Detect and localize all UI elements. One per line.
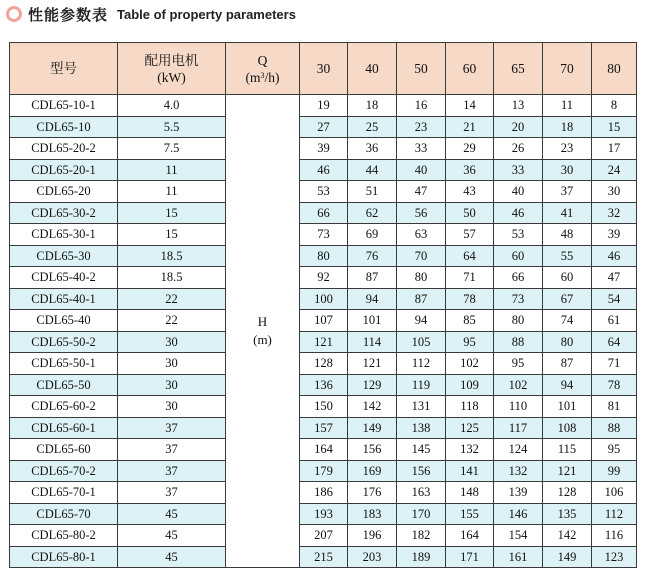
head-value-cell: 92	[300, 267, 348, 289]
power-cell: 18.5	[118, 267, 226, 289]
model-cell: CDL65-80-1	[10, 546, 118, 568]
model-cell: CDL65-60-1	[10, 417, 118, 439]
table-row	[10, 202, 637, 224]
head-value-cell: 176	[348, 482, 397, 504]
table-row	[10, 439, 637, 461]
power-cell: 15	[118, 202, 226, 224]
table-row	[10, 138, 637, 160]
header-flow-value: 80	[592, 43, 637, 95]
head-value-cell: 78	[446, 288, 494, 310]
head-value-cell: 54	[592, 288, 637, 310]
header-motor	[118, 43, 226, 95]
ring-bullet-icon	[6, 6, 22, 22]
head-value-cell: 23	[543, 138, 592, 160]
head-value-cell: 99	[592, 460, 637, 482]
head-value-cell: 112	[592, 503, 637, 525]
head-value-cell: 193	[300, 503, 348, 525]
head-value-cell: 81	[592, 396, 637, 418]
head-value-cell: 73	[300, 224, 348, 246]
head-value-cell: 43	[446, 181, 494, 203]
head-value-cell: 136	[300, 374, 348, 396]
header-row	[10, 43, 637, 95]
head-value-cell: 16	[397, 95, 446, 117]
head-value-cell: 101	[348, 310, 397, 332]
header-q-line1: Q	[257, 52, 268, 68]
head-value-cell: 74	[543, 310, 592, 332]
head-value-cell: 156	[348, 439, 397, 461]
head-value-cell: 85	[446, 310, 494, 332]
head-value-cell: 112	[397, 353, 446, 375]
model-cell: CDL65-70-1	[10, 482, 118, 504]
head-value-cell: 145	[397, 439, 446, 461]
head-value-cell: 88	[494, 331, 543, 353]
model-cell: CDL65-40-2	[10, 267, 118, 289]
head-value-cell: 179	[300, 460, 348, 482]
head-value-cell: 157	[300, 417, 348, 439]
head-value-cell: 100	[300, 288, 348, 310]
head-value-cell: 63	[397, 224, 446, 246]
head-value-cell: 26	[494, 138, 543, 160]
head-value-cell: 150	[300, 396, 348, 418]
title-chinese: 性能参数表	[28, 5, 109, 24]
power-cell: 30	[118, 331, 226, 353]
power-cell: 4.0	[118, 95, 226, 117]
head-value-cell: 27	[300, 116, 348, 138]
header-model: 型号	[10, 43, 118, 95]
head-value-cell: 138	[397, 417, 446, 439]
head-value-cell: 48	[543, 224, 592, 246]
head-value-cell: 118	[446, 396, 494, 418]
table-row	[10, 310, 637, 332]
head-value-cell: 149	[348, 417, 397, 439]
head-value-cell: 50	[446, 202, 494, 224]
head-value-cell: 94	[543, 374, 592, 396]
table-row	[10, 482, 637, 504]
head-value-cell: 15	[592, 116, 637, 138]
power-cell: 30	[118, 396, 226, 418]
head-value-cell: 30	[592, 181, 637, 203]
head-value-cell: 55	[543, 245, 592, 267]
model-cell: CDL65-60	[10, 439, 118, 461]
head-value-cell: 109	[446, 374, 494, 396]
head-value-cell: 30	[543, 159, 592, 181]
head-value-cell: 128	[543, 482, 592, 504]
head-value-cell: 87	[543, 353, 592, 375]
head-value-cell: 110	[494, 396, 543, 418]
head-label-line2: (m)	[253, 332, 272, 347]
head-value-cell: 142	[348, 396, 397, 418]
table-row	[10, 525, 637, 547]
head-value-cell: 14	[446, 95, 494, 117]
head-value-cell: 19	[300, 95, 348, 117]
head-value-cell: 40	[397, 159, 446, 181]
head-value-cell: 47	[397, 181, 446, 203]
head-value-cell: 142	[543, 525, 592, 547]
table-row	[10, 374, 637, 396]
power-cell: 22	[118, 310, 226, 332]
head-value-cell: 56	[397, 202, 446, 224]
head-value-cell: 115	[543, 439, 592, 461]
head-value-cell: 132	[494, 460, 543, 482]
model-cell: CDL65-40	[10, 310, 118, 332]
head-value-cell: 53	[300, 181, 348, 203]
head-value-cell: 203	[348, 546, 397, 568]
model-cell: CDL65-30-1	[10, 224, 118, 246]
head-value-cell: 17	[592, 138, 637, 160]
model-cell: CDL65-20-2	[10, 138, 118, 160]
power-cell: 15	[118, 224, 226, 246]
head-value-cell: 102	[494, 374, 543, 396]
power-cell: 37	[118, 460, 226, 482]
head-value-cell: 21	[446, 116, 494, 138]
header-flow-value: 30	[300, 43, 348, 95]
head-value-cell: 78	[592, 374, 637, 396]
head-value-cell: 47	[592, 267, 637, 289]
header-motor-line1: 配用电机	[144, 52, 199, 68]
power-cell: 11	[118, 159, 226, 181]
head-value-cell: 73	[494, 288, 543, 310]
power-cell: 18.5	[118, 245, 226, 267]
head-value-cell: 66	[300, 202, 348, 224]
model-cell: CDL65-10	[10, 116, 118, 138]
table-row	[10, 267, 637, 289]
model-cell: CDL65-60-2	[10, 396, 118, 418]
head-value-cell: 18	[543, 116, 592, 138]
table-row	[10, 224, 637, 246]
table-body	[10, 95, 637, 568]
head-value-cell: 121	[348, 353, 397, 375]
head-value-cell: 29	[446, 138, 494, 160]
header-flow-value: 50	[397, 43, 446, 95]
head-value-cell: 215	[300, 546, 348, 568]
head-value-cell: 123	[592, 546, 637, 568]
model-cell: CDL65-40-1	[10, 288, 118, 310]
head-value-cell: 20	[494, 116, 543, 138]
model-cell: CDL65-80-2	[10, 525, 118, 547]
head-value-cell: 146	[494, 503, 543, 525]
head-value-cell: 116	[592, 525, 637, 547]
head-value-cell: 196	[348, 525, 397, 547]
head-value-cell: 155	[446, 503, 494, 525]
head-value-cell: 154	[494, 525, 543, 547]
head-value-cell: 39	[592, 224, 637, 246]
head-value-cell: 94	[397, 310, 446, 332]
power-cell: 37	[118, 417, 226, 439]
head-value-cell: 164	[446, 525, 494, 547]
head-value-cell: 101	[543, 396, 592, 418]
head-value-cell: 33	[397, 138, 446, 160]
head-label-line1: H	[257, 314, 268, 329]
head-value-cell: 149	[543, 546, 592, 568]
table-row	[10, 95, 637, 117]
head-value-cell: 25	[348, 116, 397, 138]
model-cell: CDL65-70	[10, 503, 118, 525]
head-value-cell: 164	[300, 439, 348, 461]
head-value-cell: 183	[348, 503, 397, 525]
head-value-cell: 57	[446, 224, 494, 246]
head-value-cell: 189	[397, 546, 446, 568]
property-parameters-table	[9, 42, 637, 568]
head-label-cell	[226, 95, 300, 568]
head-value-cell: 163	[397, 482, 446, 504]
head-value-cell: 125	[446, 417, 494, 439]
head-value-cell: 23	[397, 116, 446, 138]
head-value-cell: 121	[300, 331, 348, 353]
model-cell: CDL65-30	[10, 245, 118, 267]
power-cell: 11	[118, 181, 226, 203]
header-motor-line2: (kW)	[157, 69, 186, 85]
table-row	[10, 331, 637, 353]
head-value-cell: 129	[348, 374, 397, 396]
head-value-cell: 67	[543, 288, 592, 310]
head-value-cell: 41	[543, 202, 592, 224]
header-flow-value: 40	[348, 43, 397, 95]
table-row	[10, 116, 637, 138]
head-value-cell: 80	[494, 310, 543, 332]
head-value-cell: 24	[592, 159, 637, 181]
head-value-cell: 128	[300, 353, 348, 375]
head-value-cell: 170	[397, 503, 446, 525]
head-value-cell: 95	[494, 353, 543, 375]
head-value-cell: 131	[397, 396, 446, 418]
head-value-cell: 124	[494, 439, 543, 461]
head-value-cell: 8	[592, 95, 637, 117]
head-value-cell: 108	[543, 417, 592, 439]
header-q-unit: $(m^3/h)$	[245, 69, 280, 85]
model-cell: CDL65-70-2	[10, 460, 118, 482]
table-row	[10, 159, 637, 181]
table-row	[10, 353, 637, 375]
head-value-cell: 11	[543, 95, 592, 117]
head-value-cell: 40	[494, 181, 543, 203]
header-flow-value: 70	[543, 43, 592, 95]
head-value-cell: 13	[494, 95, 543, 117]
head-value-cell: 80	[543, 331, 592, 353]
model-cell: CDL65-50	[10, 374, 118, 396]
power-cell: 7.5	[118, 138, 226, 160]
head-value-cell: 161	[494, 546, 543, 568]
head-value-cell: 39	[300, 138, 348, 160]
table-row	[10, 245, 637, 267]
head-value-cell: 95	[592, 439, 637, 461]
head-value-cell: 95	[446, 331, 494, 353]
head-value-cell: 117	[494, 417, 543, 439]
power-cell: 30	[118, 374, 226, 396]
table-row	[10, 288, 637, 310]
head-value-cell: 62	[348, 202, 397, 224]
power-cell: 30	[118, 353, 226, 375]
model-cell: CDL65-10-1	[10, 95, 118, 117]
power-cell: 45	[118, 525, 226, 547]
head-value-cell: 32	[592, 202, 637, 224]
model-cell: CDL65-50-1	[10, 353, 118, 375]
head-value-cell: 132	[446, 439, 494, 461]
head-value-cell: 18	[348, 95, 397, 117]
power-cell: 45	[118, 546, 226, 568]
head-value-cell: 87	[397, 288, 446, 310]
head-value-cell: 70	[397, 245, 446, 267]
head-value-cell: 105	[397, 331, 446, 353]
power-cell: 37	[118, 482, 226, 504]
head-value-cell: 135	[543, 503, 592, 525]
head-value-cell: 87	[348, 267, 397, 289]
head-value-cell: 37	[543, 181, 592, 203]
header-flow-q	[226, 43, 300, 95]
head-value-cell: 36	[348, 138, 397, 160]
model-cell: CDL65-20-1	[10, 159, 118, 181]
head-value-cell: 44	[348, 159, 397, 181]
head-value-cell: 156	[397, 460, 446, 482]
head-value-cell: 60	[494, 245, 543, 267]
head-value-cell: 46	[592, 245, 637, 267]
head-value-cell: 80	[300, 245, 348, 267]
head-value-cell: 171	[446, 546, 494, 568]
head-value-cell: 94	[348, 288, 397, 310]
head-value-cell: 64	[446, 245, 494, 267]
head-value-cell: 61	[592, 310, 637, 332]
header-flow-value: 65	[494, 43, 543, 95]
power-cell: 45	[118, 503, 226, 525]
title-english: Table of property parameters	[117, 6, 296, 22]
power-cell: 22	[118, 288, 226, 310]
head-value-cell: 186	[300, 482, 348, 504]
table-row	[10, 460, 637, 482]
table-row	[10, 181, 637, 203]
head-value-cell: 46	[494, 202, 543, 224]
head-value-cell: 51	[348, 181, 397, 203]
head-value-cell: 53	[494, 224, 543, 246]
head-value-cell: 121	[543, 460, 592, 482]
head-value-cell: 141	[446, 460, 494, 482]
head-value-cell: 36	[446, 159, 494, 181]
page-title	[6, 3, 296, 25]
head-value-cell: 33	[494, 159, 543, 181]
head-value-cell: 114	[348, 331, 397, 353]
header-flow-value: 60	[446, 43, 494, 95]
head-value-cell: 207	[300, 525, 348, 547]
table-row	[10, 503, 637, 525]
head-value-cell: 107	[300, 310, 348, 332]
head-value-cell: 64	[592, 331, 637, 353]
head-value-cell: 60	[543, 267, 592, 289]
power-cell: 5.5	[118, 116, 226, 138]
head-value-cell: 66	[494, 267, 543, 289]
head-value-cell: 88	[592, 417, 637, 439]
power-cell: 37	[118, 439, 226, 461]
table-row	[10, 396, 637, 418]
head-value-cell: 71	[592, 353, 637, 375]
table-row	[10, 546, 637, 568]
head-value-cell: 139	[494, 482, 543, 504]
head-value-cell: 46	[300, 159, 348, 181]
model-cell: CDL65-50-2	[10, 331, 118, 353]
model-cell: CDL65-30-2	[10, 202, 118, 224]
head-value-cell: 71	[446, 267, 494, 289]
head-value-cell: 76	[348, 245, 397, 267]
head-value-cell: 106	[592, 482, 637, 504]
table-row	[10, 417, 637, 439]
head-value-cell: 102	[446, 353, 494, 375]
head-value-cell: 69	[348, 224, 397, 246]
head-value-cell: 182	[397, 525, 446, 547]
head-value-cell: 80	[397, 267, 446, 289]
head-value-cell: 169	[348, 460, 397, 482]
head-value-cell: 148	[446, 482, 494, 504]
head-value-cell: 119	[397, 374, 446, 396]
model-cell: CDL65-20	[10, 181, 118, 203]
